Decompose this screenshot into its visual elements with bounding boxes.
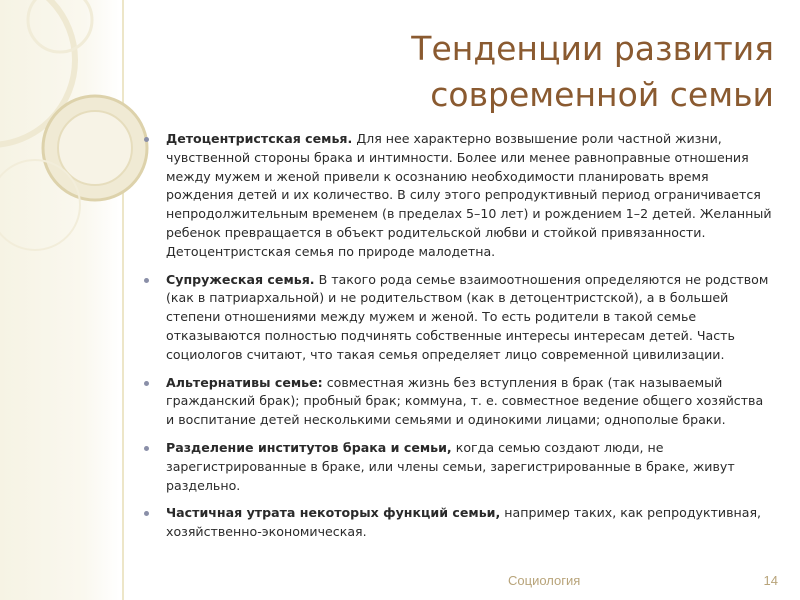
bullet-text: совместная жизнь без вступления в брак (так называемый гражданский брак); пробный брак; коммуна, т. е. совместное ведение общего хозяйства и воспитание детей несколькими семьями и одинокими лицами; однополые браки.	[166, 374, 764, 428]
bullet-item	[142, 130, 774, 262]
slide-title	[214, 26, 774, 118]
bullet-list	[142, 130, 774, 551]
bullet-lead: Супружеская семья.	[166, 271, 315, 287]
bullet-text: когда семью создают люди, не зарегистрированные в браке, или члены семьи, зарегистрированные в браке, живут раздельно.	[166, 439, 735, 493]
slide-number: 14	[763, 573, 778, 588]
bullet-text: В такого рода семье взаимоотношения определяются не родством (как в патриархальной) и не родительством (как в детоцентристской), а в большей степени отношениями между мужем и женой. То есть родители в такой семье отказываются полностью подчинять собственные интересы интересам детей. Часть социологов считают, что такая семья определяет лицо современной цивилизации.	[166, 271, 769, 362]
slide-title-line-2: современной семьи	[430, 75, 774, 114]
bullet-item	[142, 271, 774, 365]
deco-disc-inner	[58, 111, 132, 185]
bullet-dot-icon	[144, 446, 149, 451]
bullet-lead: Альтернативы семье:	[166, 374, 323, 390]
bullet-item	[142, 439, 774, 495]
bullet-dot-icon	[144, 278, 149, 283]
bullet-lead: Детоцентристская семья.	[166, 131, 353, 146]
bullet-text: Для нее характерно возвышение роли частной жизни, чувственной стороны брака и интимности. Более или менее равноправные отношения между мужем и женой привели к осознанию необходимости планировать время рождения детей и их количество. В силу этого репродуктивный период ограничивается непродолжительным временем (в пределах 5–10 лет) и рождением 1–2 детей. Желанный ребенок превращается в объект родительской любви и стойкой привязанности. Детоцентристская семья по природе малодетна.	[166, 131, 772, 259]
bullet-item	[142, 374, 774, 430]
deco-ring-mid	[0, 160, 80, 250]
bullet-item	[142, 504, 774, 542]
slide-title-line-1: Тенденции развития	[411, 29, 774, 68]
footer-subject: Социология	[508, 573, 581, 588]
bullet-lead: Частичная утрата некоторых функций семьи,	[166, 505, 501, 521]
bullet-dot-icon	[144, 137, 149, 142]
bullet-text: например таких, как репродуктивная, хозяйственно-экономическая.	[166, 505, 762, 540]
bullet-dot-icon	[144, 511, 149, 516]
bullet-lead: Разделение институтов брака и семьи,	[166, 439, 452, 455]
bullet-dot-icon	[144, 381, 149, 386]
